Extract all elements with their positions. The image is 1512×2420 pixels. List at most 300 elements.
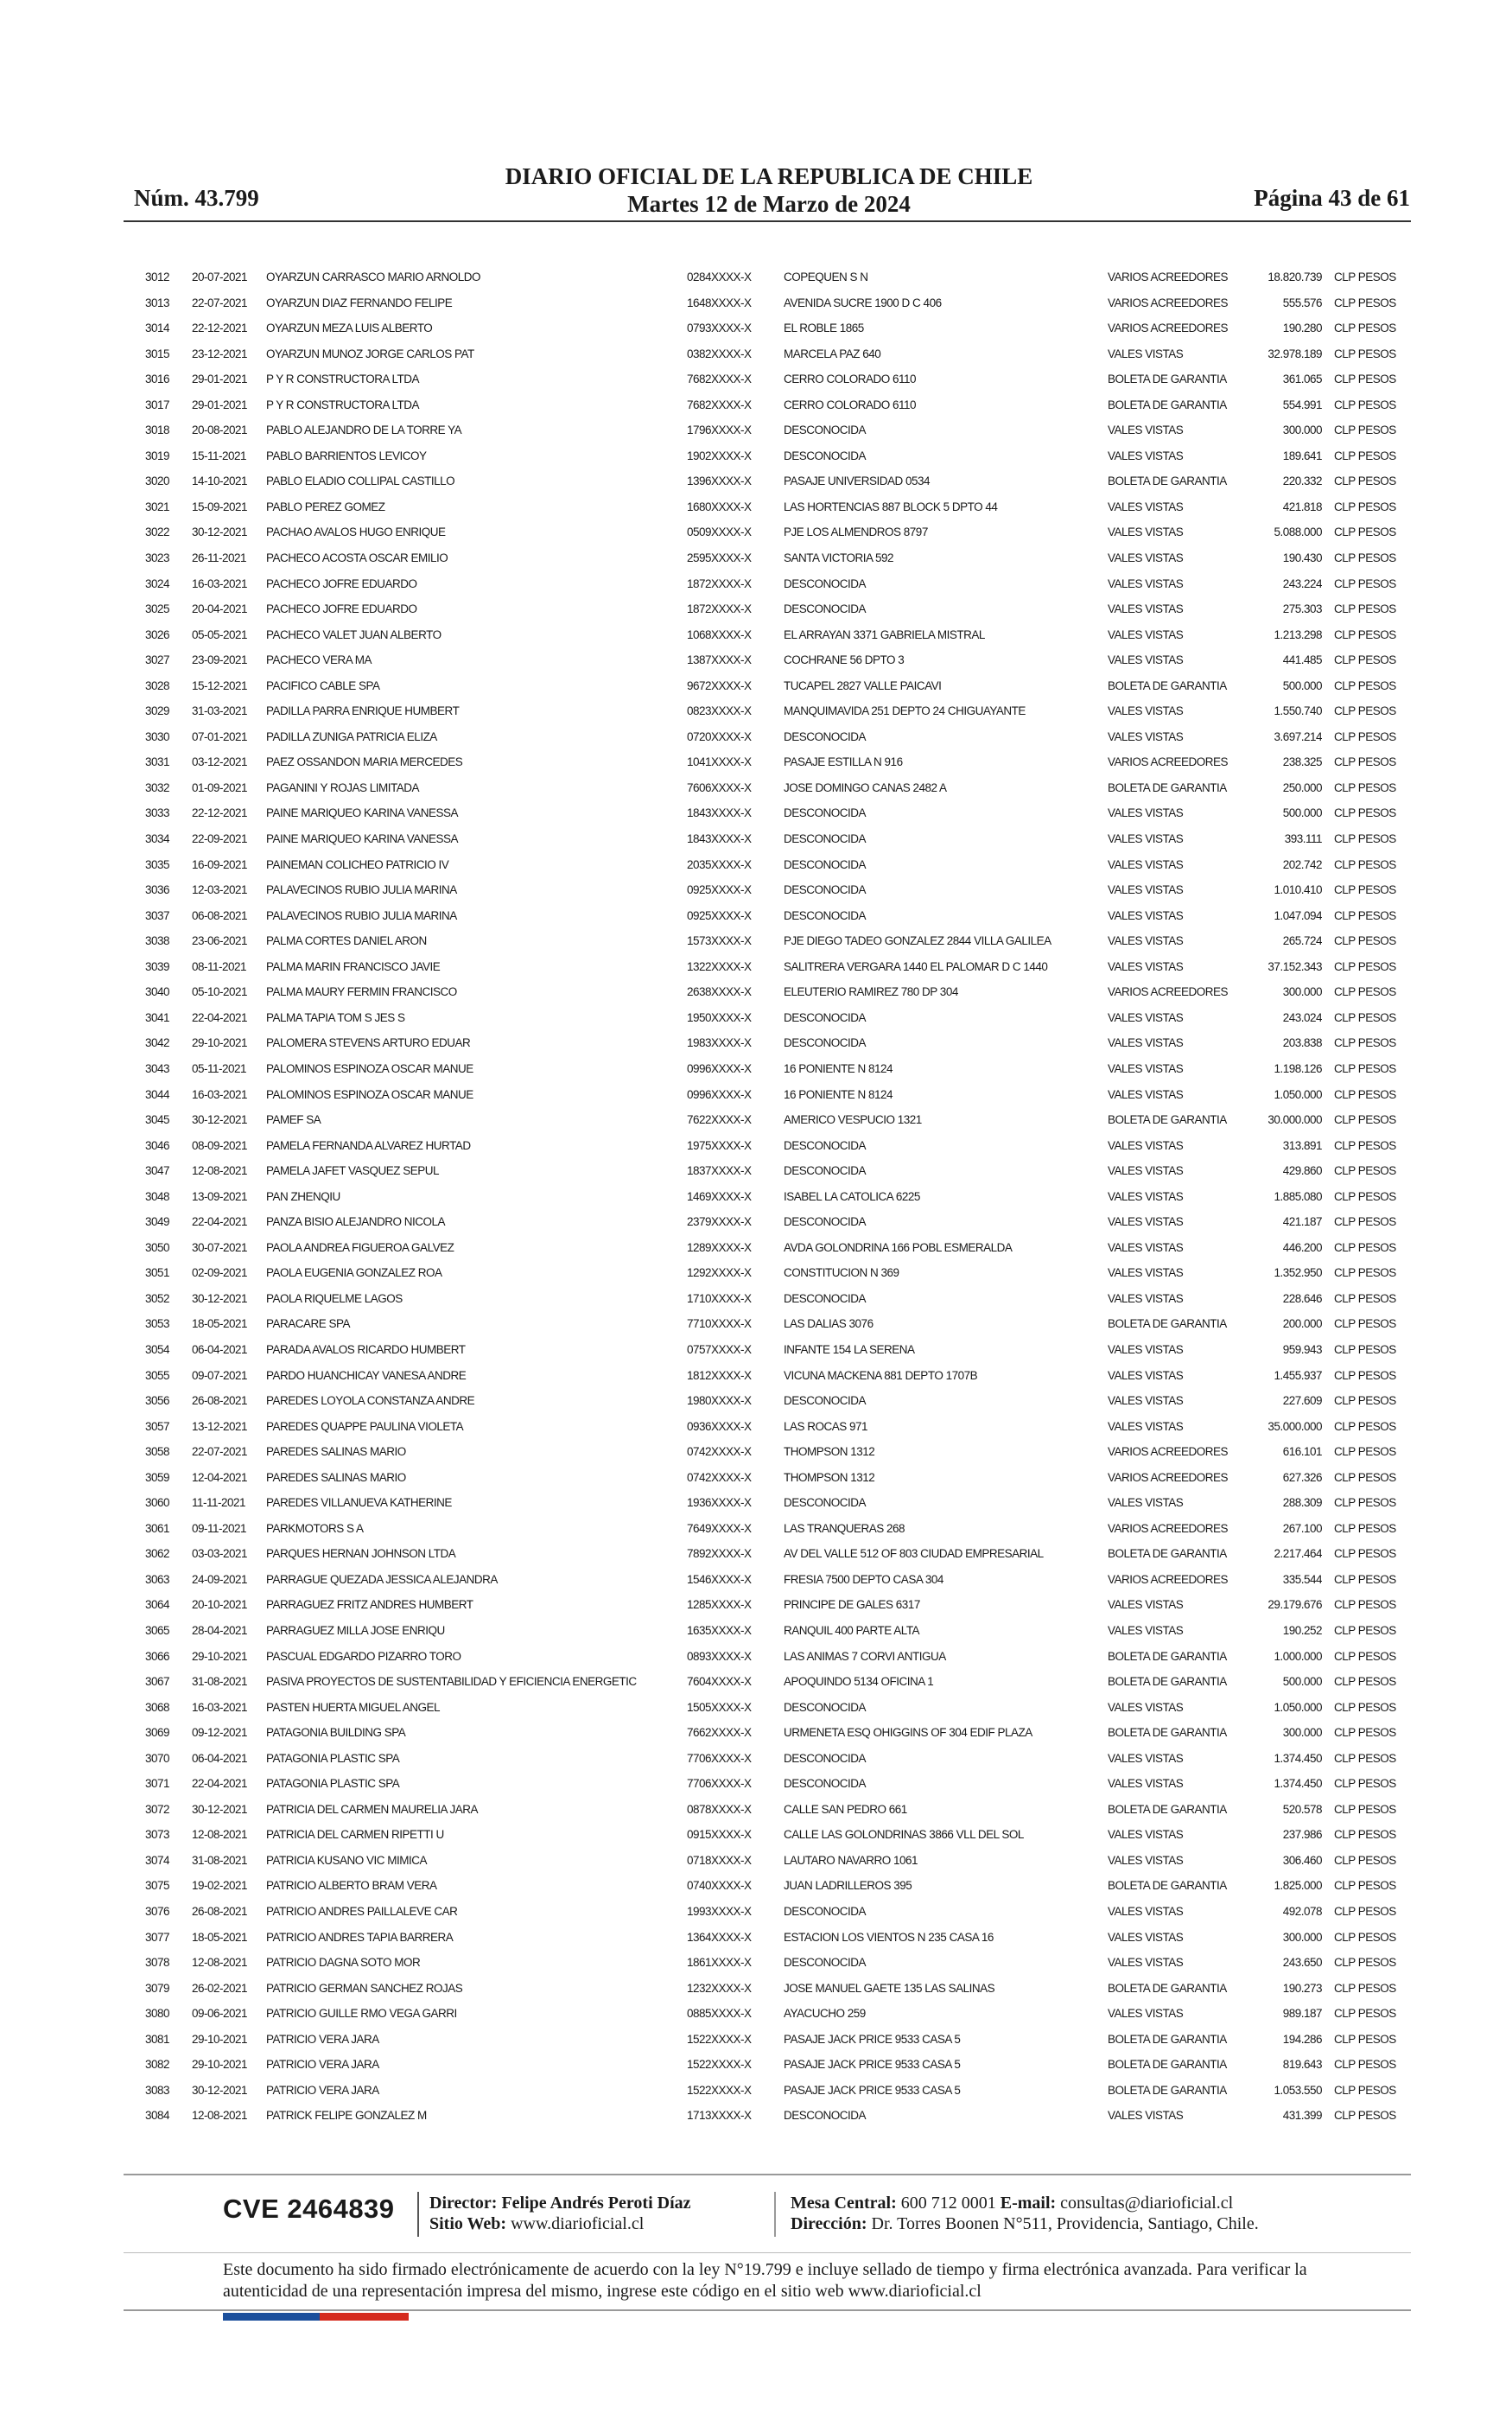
table-row [0, 1158, 1512, 1184]
record-amount: 1.825.000 [1274, 1879, 1322, 1893]
record-type: VARIOS ACREEDORES [1108, 1521, 1229, 1535]
record-amount: 555.576 [1282, 296, 1322, 309]
record-rut: 0915XXXX-X [687, 1828, 752, 1842]
record-name: PASTEN HUERTA MIGUEL ANGEL [266, 1700, 441, 1714]
record-rut: 7604XXXX-X [687, 1675, 752, 1689]
record-number: 3061 [145, 1521, 170, 1535]
record-address: TUCAPEL 2827 VALLE PAICAVI [784, 678, 942, 692]
record-date: 30-12-2021 [192, 2083, 248, 2097]
record-rut: 7649XXXX-X [687, 1521, 752, 1535]
record-name: PABLO ELADIO COLLIPAL CASTILLO [266, 474, 455, 488]
record-name: OYARZUN MUNOZ JORGE CARLOS PAT [266, 347, 474, 360]
table-row [0, 852, 1512, 878]
record-address: DESCONOCIDA [784, 449, 867, 462]
table-row [0, 1771, 1512, 1797]
record-date: 01-09-2021 [192, 780, 248, 794]
record-date: 15-12-2021 [192, 678, 248, 692]
record-currency: CLP PESOS [1334, 832, 1396, 846]
table-row [0, 1618, 1512, 1644]
record-number: 3050 [145, 1240, 170, 1254]
record-date: 16-03-2021 [192, 1087, 248, 1101]
record-date: 08-09-2021 [192, 1138, 248, 1152]
record-name: PAMEF SA [266, 1113, 321, 1127]
table-row [0, 1797, 1512, 1823]
record-number: 3028 [145, 678, 170, 692]
table-row [0, 800, 1512, 826]
record-amount: 1.050.000 [1274, 1087, 1322, 1101]
record-rut: 7710XXXX-X [687, 1317, 752, 1331]
record-type: VALES VISTAS [1108, 525, 1184, 539]
record-address: DESCONOCIDA [784, 857, 867, 871]
record-number: 3019 [145, 449, 170, 462]
record-address: CERRO COLORADO 6110 [784, 373, 917, 386]
record-address: MARCELA PAZ 640 [784, 347, 881, 360]
record-amount: 500.000 [1282, 806, 1322, 820]
record-address: AV DEL VALLE 512 OF 803 CIUDAD EMPRESARIAL [784, 1547, 1044, 1561]
table-row [0, 1363, 1512, 1389]
table-row [0, 315, 1512, 341]
record-name: P Y R CONSTRUCTORA LTDA [266, 373, 420, 386]
record-type: BOLETA DE GARANTIA [1108, 1879, 1227, 1893]
record-name: PATAGONIA PLASTIC SPA [266, 1777, 400, 1791]
record-number: 3014 [145, 322, 170, 335]
record-name: PACHECO VERA MA [266, 653, 372, 667]
record-number: 3083 [145, 2083, 170, 2097]
record-address: JOSE DOMINGO CANAS 2482 A [784, 780, 947, 794]
record-date: 22-04-2021 [192, 1010, 248, 1024]
record-date: 29-10-2021 [192, 1036, 248, 1050]
record-number: 3025 [145, 602, 170, 616]
record-type: VALES VISTAS [1108, 1828, 1184, 1842]
record-address: JOSE MANUEL GAETE 135 LAS SALINAS [784, 1981, 995, 1995]
record-number: 3078 [145, 1956, 170, 1970]
legal-notice: Este documento ha sido firmado electrónicamente de acuerdo con la ley N°19.799 e incluye sellado de tiempo y firma electrónica avanzada. Para verificar la autenticidad de una representación impresa del mismo, ingrese este código en el sitio web www.diarioficial.cl [223, 2260, 1307, 2301]
record-amount: 35.000.000 [1267, 1419, 1322, 1433]
footer-separator [774, 2192, 776, 2237]
record-amount: 190.430 [1282, 551, 1322, 565]
record-currency: CLP PESOS [1334, 1726, 1396, 1740]
record-address: CALLE LAS GOLONDRINAS 3866 VLL DEL SOL [784, 1828, 1024, 1842]
record-type: VALES VISTAS [1108, 704, 1184, 718]
record-rut: 1812XXXX-X [687, 1368, 752, 1382]
record-address: THOMPSON 1312 [784, 1470, 875, 1484]
record-address: AYACUCHO 259 [784, 2007, 866, 2021]
record-type: VALES VISTAS [1108, 1853, 1184, 1867]
record-name: PADILLA PARRA ENRIQUE HUMBERT [266, 704, 460, 718]
record-date: 15-11-2021 [192, 449, 247, 462]
table-row [0, 571, 1512, 597]
record-currency: CLP PESOS [1334, 1342, 1396, 1356]
record-type: BOLETA DE GARANTIA [1108, 1675, 1227, 1689]
record-type: BOLETA DE GARANTIA [1108, 780, 1227, 794]
record-name: PACHECO JOFRE EDUARDO [266, 602, 417, 616]
record-address: DESCONOCIDA [784, 1751, 867, 1765]
record-rut: 1387XXXX-X [687, 653, 752, 667]
record-address: DESCONOCIDA [784, 1036, 867, 1050]
record-rut: 7606XXXX-X [687, 780, 752, 794]
table-row [0, 1286, 1512, 1312]
record-name: PARADA AVALOS RICARDO HUMBERT [266, 1342, 466, 1356]
record-rut: 1993XXXX-X [687, 1905, 752, 1918]
record-name: PASCUAL EDGARDO PIZARRO TORO [266, 1649, 461, 1663]
table-row [0, 1465, 1512, 1491]
record-name: PALOMINOS ESPINOZA OSCAR MANUE [266, 1087, 473, 1101]
record-date: 14-10-2021 [192, 474, 248, 488]
record-rut: 0509XXXX-X [687, 525, 752, 539]
record-type: VALES VISTAS [1108, 959, 1184, 973]
record-amount: 275.303 [1282, 602, 1322, 616]
record-number: 3056 [145, 1394, 170, 1408]
record-amount: 250.000 [1282, 780, 1322, 794]
record-number: 3038 [145, 934, 170, 948]
table-row [0, 1644, 1512, 1670]
table-row [0, 290, 1512, 316]
table-row [0, 1976, 1512, 2002]
table-row [0, 545, 1512, 571]
record-address: LAS ROCAS 971 [784, 1419, 868, 1433]
record-address: DESCONOCIDA [784, 602, 867, 616]
record-number: 3055 [145, 1368, 170, 1382]
director-line [429, 2193, 691, 2213]
record-address: EL ARRAYAN 3371 GABRIELA MISTRAL [784, 627, 985, 641]
record-name: PAOLA ANDREA FIGUEROA GALVEZ [266, 1240, 454, 1254]
record-name: OYARZUN DIAZ FERNANDO FELIPE [266, 296, 453, 309]
record-name: PAINE MARIQUEO KARINA VANESSA [266, 832, 459, 846]
record-name: PATRICIO GUILLE RMO VEGA GARRI [266, 2007, 457, 2021]
record-address: PJE LOS ALMENDROS 8797 [784, 525, 928, 539]
record-name: OYARZUN CARRASCO MARIO ARNOLDO [266, 271, 481, 283]
record-date: 23-12-2021 [192, 347, 248, 360]
record-currency: CLP PESOS [1334, 602, 1396, 616]
table-row [0, 1873, 1512, 1899]
record-number: 3049 [145, 1215, 170, 1229]
record-number: 3018 [145, 424, 170, 437]
table-row [0, 954, 1512, 980]
record-amount: 243.024 [1282, 1010, 1322, 1024]
masthead-title: DIARIO OFICIAL DE LA REPUBLICA DE CHILE [505, 163, 1033, 189]
record-name: PALOMERA STEVENS ARTURO EDUAR [266, 1036, 471, 1050]
record-date: 29-10-2021 [192, 2032, 248, 2046]
record-rut: 0793XXXX-X [687, 322, 752, 335]
table-row [0, 622, 1512, 648]
website-link[interactable]: www.diarioficial.cl [511, 2214, 645, 2233]
record-number: 3074 [145, 1853, 170, 1867]
record-rut: 0284XXXX-X [687, 271, 752, 283]
record-rut: 1837XXXX-X [687, 1164, 752, 1178]
record-address: DESCONOCIDA [784, 2109, 867, 2123]
record-currency: CLP PESOS [1334, 908, 1396, 922]
record-address: PASAJE JACK PRICE 9533 CASA 5 [784, 2083, 961, 2097]
record-type: VARIOS ACREEDORES [1108, 755, 1229, 769]
table-row [0, 1056, 1512, 1082]
record-currency: CLP PESOS [1334, 2083, 1396, 2097]
record-currency: CLP PESOS [1334, 1138, 1396, 1152]
record-type: VALES VISTAS [1108, 1291, 1184, 1305]
record-date: 06-04-2021 [192, 1751, 248, 1765]
record-rut: 1522XXXX-X [687, 2083, 752, 2097]
record-name: PAINEMAN COLICHEO PATRICIO IV [266, 857, 449, 871]
record-type: VALES VISTAS [1108, 934, 1184, 948]
record-number: 3065 [145, 1623, 170, 1637]
record-address: COPEQUEN S N [784, 271, 868, 283]
record-address: LAS ANIMAS 7 CORVI ANTIGUA [784, 1649, 946, 1663]
record-type: VALES VISTAS [1108, 551, 1184, 565]
record-currency: CLP PESOS [1334, 322, 1396, 335]
record-amount: 32.978.189 [1267, 347, 1322, 360]
record-amount: 1.010.410 [1274, 883, 1322, 897]
record-currency: CLP PESOS [1334, 1598, 1396, 1612]
record-number: 3052 [145, 1291, 170, 1305]
record-type: VALES VISTAS [1108, 1700, 1184, 1714]
record-amount: 300.000 [1282, 1930, 1322, 1944]
record-address: DESCONOCIDA [784, 576, 867, 590]
record-amount: 238.325 [1282, 755, 1322, 769]
table-row [0, 1592, 1512, 1618]
record-date: 26-11-2021 [192, 551, 247, 565]
table-row [0, 1899, 1512, 1925]
record-amount: 220.332 [1282, 474, 1322, 488]
record-currency: CLP PESOS [1334, 1291, 1396, 1305]
record-currency: CLP PESOS [1334, 1956, 1396, 1970]
table-row [0, 673, 1512, 699]
record-name: PATAGONIA BUILDING SPA [266, 1726, 406, 1740]
header-divider [124, 220, 1411, 222]
record-address: SANTA VICTORIA 592 [784, 551, 894, 565]
record-rut: 7706XXXX-X [687, 1751, 752, 1765]
table-row [0, 928, 1512, 954]
table-row [0, 1388, 1512, 1414]
record-currency: CLP PESOS [1334, 1675, 1396, 1689]
table-row [0, 2103, 1512, 2129]
record-rut: 1872XXXX-X [687, 576, 752, 590]
table-row [0, 1311, 1512, 1337]
record-type: VALES VISTAS [1108, 883, 1184, 897]
record-address: 16 PONIENTE N 8124 [784, 1087, 893, 1101]
table-row [0, 596, 1512, 622]
record-number: 3012 [145, 271, 170, 283]
record-amount: 616.101 [1282, 1445, 1322, 1459]
record-amount: 202.742 [1282, 857, 1322, 871]
record-number: 3080 [145, 2007, 170, 2021]
table-row [0, 519, 1512, 545]
record-name: PAMELA FERNANDA ALVAREZ HURTAD [266, 1138, 471, 1152]
record-address: VICUNA MACKENA 881 DEPTO 1707B [784, 1368, 978, 1382]
record-amount: 237.986 [1282, 1828, 1322, 1842]
record-name: PABLO ALEJANDRO DE LA TORRE YA [266, 424, 462, 437]
record-currency: CLP PESOS [1334, 857, 1396, 871]
record-date: 09-07-2021 [192, 1368, 248, 1382]
record-rut: 1522XXXX-X [687, 2058, 752, 2072]
table-row [0, 979, 1512, 1005]
record-number: 3043 [145, 1061, 170, 1075]
record-type: VALES VISTAS [1108, 576, 1184, 590]
record-rut: 0878XXXX-X [687, 1802, 752, 1816]
record-address: PASAJE JACK PRICE 9533 CASA 5 [784, 2032, 961, 2046]
record-date: 07-01-2021 [192, 729, 248, 743]
record-address: COCHRANE 56 DPTO 3 [784, 653, 905, 667]
record-address: DESCONOCIDA [784, 1164, 867, 1178]
record-type: VALES VISTAS [1108, 1777, 1184, 1791]
record-address: PRINCIPE DE GALES 6317 [784, 1598, 920, 1612]
record-amount: 190.280 [1282, 322, 1322, 335]
record-number: 3024 [145, 576, 170, 590]
record-type: BOLETA DE GARANTIA [1108, 2083, 1227, 2097]
record-date: 20-08-2021 [192, 424, 248, 437]
record-rut: 0740XXXX-X [687, 1879, 752, 1893]
record-date: 26-02-2021 [192, 1981, 248, 1995]
record-type: VALES VISTAS [1108, 1598, 1184, 1612]
record-currency: CLP PESOS [1334, 729, 1396, 743]
record-currency: CLP PESOS [1334, 1777, 1396, 1791]
table-row [0, 443, 1512, 469]
website-label: Sitio Web: [429, 2214, 507, 2233]
record-rut: 9672XXXX-X [687, 678, 752, 692]
table-row [0, 647, 1512, 673]
record-type: BOLETA DE GARANTIA [1108, 474, 1227, 488]
table-row [0, 1490, 1512, 1516]
record-type: VARIOS ACREEDORES [1108, 322, 1229, 335]
record-number: 3058 [145, 1445, 170, 1459]
record-rut: 1635XXXX-X [687, 1623, 752, 1637]
record-rut: 0996XXXX-X [687, 1087, 752, 1101]
record-type: VALES VISTAS [1108, 1419, 1184, 1433]
record-type: VALES VISTAS [1108, 449, 1184, 462]
record-address: MANQUIMAVIDA 251 DEPTO 24 CHIGUAYANTE [784, 704, 1026, 718]
record-name: PABLO BARRIENTOS LEVICOY [266, 449, 427, 462]
record-address: DESCONOCIDA [784, 1215, 867, 1229]
record-date: 18-05-2021 [192, 1317, 248, 1331]
table-row [0, 2001, 1512, 2027]
record-number: 3060 [145, 1496, 170, 1510]
record-number: 3046 [145, 1138, 170, 1152]
record-rut: 1648XXXX-X [687, 296, 752, 309]
record-currency: CLP PESOS [1334, 296, 1396, 309]
record-type: BOLETA DE GARANTIA [1108, 1981, 1227, 1995]
record-date: 23-06-2021 [192, 934, 248, 948]
record-date: 26-08-2021 [192, 1905, 248, 1918]
table-row [0, 698, 1512, 724]
record-date: 03-03-2021 [192, 1547, 248, 1561]
record-amount: 203.838 [1282, 1036, 1322, 1050]
record-name: PATRICIO VERA JARA [266, 2032, 379, 2046]
record-date: 16-09-2021 [192, 857, 248, 871]
record-date: 12-08-2021 [192, 2109, 248, 2123]
record-currency: CLP PESOS [1334, 1215, 1396, 1229]
record-date: 20-07-2021 [192, 271, 248, 283]
contact-line [791, 2193, 1259, 2213]
table-row [0, 468, 1512, 494]
record-name: PALOMINOS ESPINOZA OSCAR MANUE [266, 1061, 473, 1075]
table-row [0, 2027, 1512, 2053]
masthead-date: Martes 12 de Marzo de 2024 [627, 191, 911, 217]
record-address: RANQUIL 400 PARTE ALTA [784, 1623, 920, 1637]
record-amount: 554.991 [1282, 398, 1322, 411]
record-currency: CLP PESOS [1334, 1572, 1396, 1586]
page-indicator: Página 43 de 61 [1254, 185, 1410, 211]
table-row [0, 2052, 1512, 2078]
record-type: VALES VISTAS [1108, 806, 1184, 820]
record-date: 09-12-2021 [192, 1726, 248, 1740]
record-amount: 335.544 [1282, 1572, 1322, 1586]
record-currency: CLP PESOS [1334, 883, 1396, 897]
record-amount: 627.326 [1282, 1470, 1322, 1484]
record-name: PATRICIA KUSANO VIC MIMICA [266, 1853, 428, 1867]
record-date: 29-10-2021 [192, 2058, 248, 2072]
record-type: VALES VISTAS [1108, 1215, 1184, 1229]
address-label: Dirección: [791, 2214, 867, 2233]
record-date: 30-12-2021 [192, 525, 248, 539]
record-type: BOLETA DE GARANTIA [1108, 2032, 1227, 2046]
record-type: VALES VISTAS [1108, 627, 1184, 641]
record-name: PAGANINI Y ROJAS LIMITADA [266, 780, 420, 794]
record-address: DESCONOCIDA [784, 1496, 867, 1510]
record-number: 3030 [145, 729, 170, 743]
record-currency: CLP PESOS [1334, 1623, 1396, 1637]
record-number: 3023 [145, 551, 170, 565]
record-address: DESCONOCIDA [784, 1777, 867, 1791]
record-amount: 492.078 [1282, 1905, 1322, 1918]
record-date: 08-11-2021 [192, 959, 247, 973]
record-name: PABLO PEREZ GOMEZ [266, 500, 385, 513]
record-amount: 200.000 [1282, 1317, 1322, 1331]
record-currency: CLP PESOS [1334, 347, 1396, 360]
record-name: PANZA BISIO ALEJANDRO NICOLA [266, 1215, 446, 1229]
record-currency: CLP PESOS [1334, 806, 1396, 820]
director-name: Felipe Andrés Peroti Díaz [501, 2194, 691, 2213]
record-type: VARIOS ACREEDORES [1108, 985, 1229, 999]
record-currency: CLP PESOS [1334, 1189, 1396, 1203]
masthead [432, 162, 1106, 218]
record-date: 31-08-2021 [192, 1675, 248, 1689]
table-row [0, 1439, 1512, 1465]
record-type: VALES VISTAS [1108, 424, 1184, 437]
table-row [0, 1209, 1512, 1235]
record-amount: 243.650 [1282, 1956, 1322, 1970]
email-label: E-mail: [1000, 2194, 1057, 2213]
table-row [0, 1848, 1512, 1874]
record-currency: CLP PESOS [1334, 1802, 1396, 1816]
record-amount: 959.943 [1282, 1342, 1322, 1356]
record-date: 12-08-2021 [192, 1956, 248, 1970]
record-number: 3016 [145, 373, 170, 386]
record-address: LAS DALIAS 3076 [784, 1317, 874, 1331]
email-link[interactable]: consultas@diarioficial.cl [1060, 2194, 1234, 2213]
record-amount: 441.485 [1282, 653, 1322, 667]
table-row [0, 1746, 1512, 1772]
record-number: 3047 [145, 1164, 170, 1178]
record-address: ISABEL LA CATOLICA 6225 [784, 1189, 920, 1203]
table-row [0, 1567, 1512, 1593]
record-address: JUAN LADRILLEROS 395 [784, 1879, 912, 1893]
record-type: VALES VISTAS [1108, 2109, 1184, 2123]
record-currency: CLP PESOS [1334, 424, 1396, 437]
record-number: 3044 [145, 1087, 170, 1101]
record-number: 3071 [145, 1777, 170, 1791]
record-name: PACHECO VALET JUAN ALBERTO [266, 627, 442, 641]
record-address: FRESIA 7500 DEPTO CASA 304 [784, 1572, 943, 1586]
record-number: 3076 [145, 1905, 170, 1918]
record-name: PATRICIO ANDRES PAILLALEVE CAR [266, 1905, 458, 1918]
record-date: 16-03-2021 [192, 576, 248, 590]
record-currency: CLP PESOS [1334, 1266, 1396, 1280]
record-name: P Y R CONSTRUCTORA LTDA [266, 398, 420, 411]
record-number: 3067 [145, 1675, 170, 1689]
record-name: PAREDES SALINAS MARIO [266, 1470, 406, 1484]
record-number: 3062 [145, 1547, 170, 1561]
record-name: PAREDES QUAPPE PAULINA VIOLETA [266, 1419, 464, 1433]
record-type: VALES VISTAS [1108, 857, 1184, 871]
record-number: 3084 [145, 2109, 170, 2123]
